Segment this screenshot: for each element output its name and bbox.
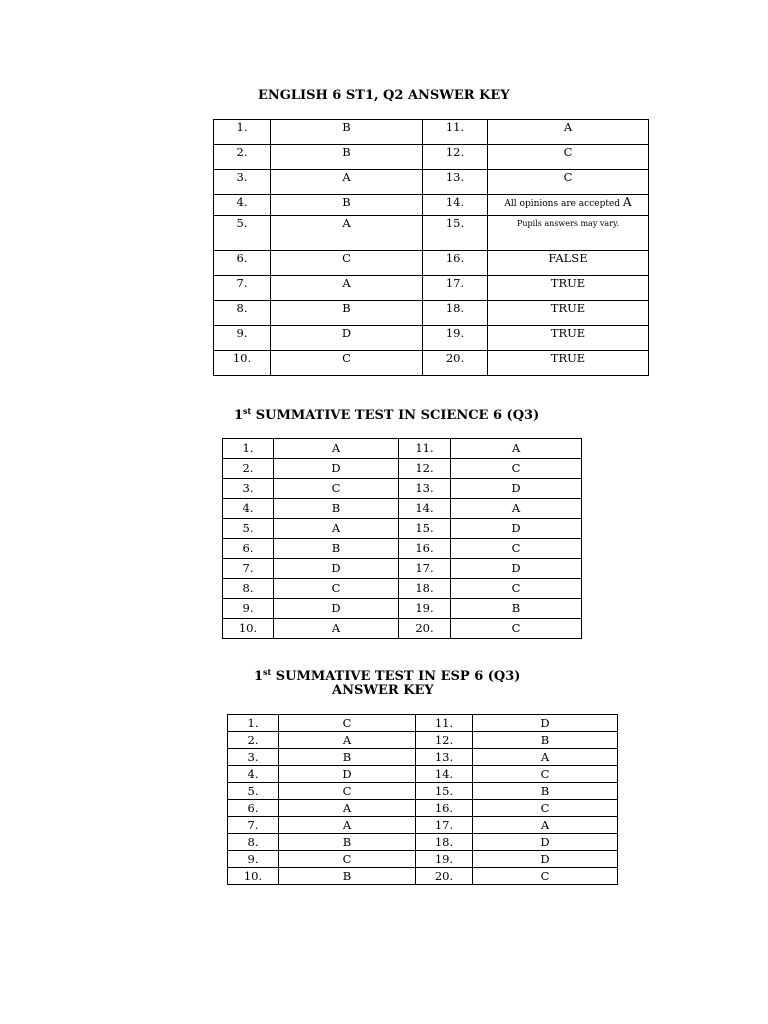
item-number: 3. <box>223 479 274 499</box>
answer: B <box>473 732 618 749</box>
answer: A <box>279 800 416 817</box>
title-ordinal: 1 <box>234 408 244 423</box>
item-number: 4. <box>228 766 279 783</box>
answer: B <box>279 868 416 885</box>
item-number: 14. <box>416 766 473 783</box>
answer: C <box>279 783 416 800</box>
item-number: 1. <box>214 120 271 145</box>
answer: A <box>274 439 399 459</box>
answer: D <box>274 599 399 619</box>
table-row <box>223 439 582 459</box>
table-row <box>214 216 649 251</box>
answer: D <box>274 459 399 479</box>
answer: TRUE <box>488 301 649 326</box>
item-number: 5. <box>228 783 279 800</box>
english-title: ENGLISH 6 ST1, Q2 ANSWER KEY <box>258 88 510 103</box>
item-number: 19. <box>423 326 488 351</box>
item-number: 2. <box>214 145 271 170</box>
answer: A <box>279 817 416 834</box>
answer: D <box>451 479 582 499</box>
item-number: 16. <box>423 251 488 276</box>
item-number: 20. <box>416 868 473 885</box>
table-row <box>223 619 582 639</box>
table-row <box>214 276 649 301</box>
item-number: 16. <box>399 539 451 559</box>
answer: C <box>274 479 399 499</box>
table-row <box>228 732 618 749</box>
answer: C <box>488 145 649 170</box>
item-number: 3. <box>228 749 279 766</box>
answer: C <box>451 539 582 559</box>
science-title <box>234 406 539 423</box>
answer: A <box>473 817 618 834</box>
answer: A <box>488 120 649 145</box>
answer: D <box>271 326 423 351</box>
answer: D <box>473 851 618 868</box>
item-number: 7. <box>228 817 279 834</box>
answer: A <box>271 170 423 195</box>
item-number: 8. <box>214 301 271 326</box>
table-row <box>214 145 649 170</box>
answer: B <box>271 120 423 145</box>
answer: TRUE <box>488 326 649 351</box>
title-text: SUMMATIVE TEST IN ESP 6 (Q3) <box>271 669 521 684</box>
answer: A <box>451 439 582 459</box>
answer: D <box>473 715 618 732</box>
table-row <box>223 539 582 559</box>
answer: B <box>274 499 399 519</box>
answer-note: All opinions are accepted <box>504 199 621 209</box>
answer: B <box>274 539 399 559</box>
item-number: 17. <box>399 559 451 579</box>
item-number: 11. <box>423 120 488 145</box>
item-number: 15. <box>423 216 488 251</box>
item-number: 12. <box>423 145 488 170</box>
answer: C <box>473 800 618 817</box>
answer: A <box>473 749 618 766</box>
item-number: 6. <box>223 539 274 559</box>
answer: B <box>451 599 582 619</box>
answer <box>488 195 649 216</box>
table-row <box>214 326 649 351</box>
item-number: 14. <box>399 499 451 519</box>
item-number: 12. <box>416 732 473 749</box>
table-row <box>223 599 582 619</box>
science-answer-table <box>222 438 582 639</box>
table-row <box>228 868 618 885</box>
answer: C <box>271 251 423 276</box>
item-number: 1. <box>228 715 279 732</box>
table-row <box>223 579 582 599</box>
answer: C <box>279 851 416 868</box>
item-number: 6. <box>228 800 279 817</box>
answer: C <box>473 766 618 783</box>
table-row <box>228 749 618 766</box>
item-number: 8. <box>228 834 279 851</box>
answer: B <box>279 834 416 851</box>
answer: Pupils answers may vary. <box>488 216 649 251</box>
table-row <box>228 800 618 817</box>
answer: C <box>451 579 582 599</box>
esp-title <box>254 667 520 684</box>
item-number: 5. <box>223 519 274 539</box>
answer: B <box>279 749 416 766</box>
item-number: 1. <box>223 439 274 459</box>
item-number: 18. <box>416 834 473 851</box>
item-number: 2. <box>223 459 274 479</box>
table-row <box>214 170 649 195</box>
answer-letter: A <box>622 195 632 209</box>
item-number: 10. <box>214 351 271 376</box>
item-number: 4. <box>223 499 274 519</box>
item-number: 12. <box>399 459 451 479</box>
item-number: 7. <box>223 559 274 579</box>
item-number: 6. <box>214 251 271 276</box>
item-number: 11. <box>399 439 451 459</box>
answer: C <box>274 579 399 599</box>
item-number: 13. <box>416 749 473 766</box>
table-row <box>223 559 582 579</box>
answer: A <box>271 216 423 251</box>
table-row <box>228 817 618 834</box>
item-number: 4. <box>214 195 271 216</box>
answer: A <box>279 732 416 749</box>
answer: C <box>271 351 423 376</box>
table-row <box>214 351 649 376</box>
title-ordinal-suffix: st <box>243 406 252 416</box>
answer: D <box>274 559 399 579</box>
item-number: 9. <box>228 851 279 868</box>
answer: A <box>274 519 399 539</box>
answer: FALSE <box>488 251 649 276</box>
answer: C <box>451 459 582 479</box>
item-number: 2. <box>228 732 279 749</box>
answer: C <box>473 868 618 885</box>
answer: TRUE <box>488 351 649 376</box>
item-number: 14. <box>423 195 488 216</box>
answer: D <box>473 834 618 851</box>
item-number: 8. <box>223 579 274 599</box>
item-number: 18. <box>423 301 488 326</box>
answer: D <box>279 766 416 783</box>
answer: TRUE <box>488 276 649 301</box>
answer: C <box>451 619 582 639</box>
table-row <box>223 459 582 479</box>
answer: A <box>274 619 399 639</box>
item-number: 13. <box>399 479 451 499</box>
item-number: 13. <box>423 170 488 195</box>
table-row <box>214 120 649 145</box>
item-number: 15. <box>416 783 473 800</box>
item-number: 20. <box>423 351 488 376</box>
answer: A <box>271 276 423 301</box>
item-number: 19. <box>416 851 473 868</box>
answer: D <box>451 559 582 579</box>
item-number: 10. <box>223 619 274 639</box>
answer: D <box>451 519 582 539</box>
table-row <box>214 251 649 276</box>
esp-answer-table <box>227 714 618 885</box>
item-number: 15. <box>399 519 451 539</box>
answer: C <box>279 715 416 732</box>
item-number: 9. <box>223 599 274 619</box>
title-ordinal: 1 <box>254 669 264 684</box>
item-number: 17. <box>423 276 488 301</box>
table-row <box>223 479 582 499</box>
table-row <box>223 499 582 519</box>
esp-subtitle: ANSWER KEY <box>332 683 434 698</box>
answer: B <box>473 783 618 800</box>
table-row <box>214 301 649 326</box>
item-number: 3. <box>214 170 271 195</box>
table-row <box>228 715 618 732</box>
answer: C <box>488 170 649 195</box>
item-number: 10. <box>228 868 279 885</box>
english-answer-table <box>213 119 649 376</box>
table-row <box>214 195 649 216</box>
table-row <box>223 519 582 539</box>
item-number: 5. <box>214 216 271 251</box>
item-number: 20. <box>399 619 451 639</box>
item-number: 18. <box>399 579 451 599</box>
item-number: 11. <box>416 715 473 732</box>
item-number: 7. <box>214 276 271 301</box>
answer: B <box>271 301 423 326</box>
answer: A <box>451 499 582 519</box>
table-row <box>228 783 618 800</box>
table-row <box>228 851 618 868</box>
answer: B <box>271 145 423 170</box>
title-ordinal-suffix: st <box>263 667 272 677</box>
item-number: 17. <box>416 817 473 834</box>
title-text: SUMMATIVE TEST IN SCIENCE 6 (Q3) <box>251 408 540 423</box>
table-row <box>228 766 618 783</box>
item-number: 19. <box>399 599 451 619</box>
table-row <box>228 834 618 851</box>
answer: B <box>271 195 423 216</box>
item-number: 16. <box>416 800 473 817</box>
item-number: 9. <box>214 326 271 351</box>
